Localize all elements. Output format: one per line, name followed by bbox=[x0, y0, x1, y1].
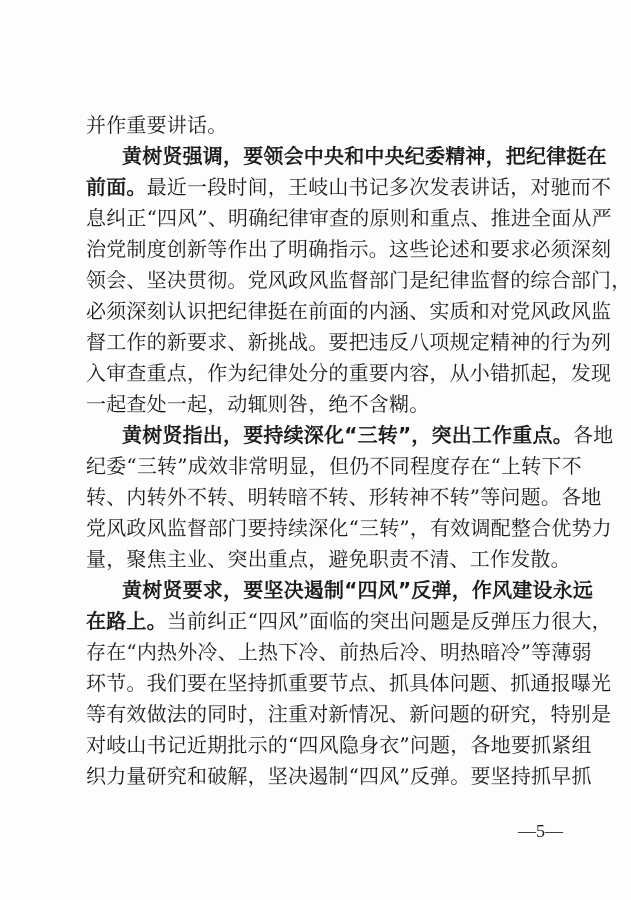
line-text: 入审查重点，作为纪律处分的重要内容，从小错抓起，发现 bbox=[86, 361, 612, 385]
text-line bbox=[86, 482, 602, 513]
text-line bbox=[86, 451, 582, 482]
bold-lead-text: 在路上。 bbox=[86, 609, 167, 633]
line-text: 织力量研究和破解，坚决遏制“四风”反弹。要坚持抓早抓 bbox=[86, 764, 592, 788]
line-text: 等有效做法的同时，注重对新情况、新问题的研究，特别是 bbox=[86, 702, 612, 726]
line-text: 领会、坚决贯彻。党风政风监督部门是纪律监督的综合部门， bbox=[86, 268, 631, 292]
line-text: 必须深刻认识把纪律挺在前面的内涵、实质和对党风政风监 bbox=[86, 299, 612, 323]
line-text: 对岐山书记近期批示的“四风隐身衣”问题，各地要抓紧组 bbox=[86, 733, 592, 757]
line-text: 当前纠正“四风”面临的突出问题是反弹压力很大， bbox=[166, 609, 612, 633]
text-line bbox=[86, 296, 612, 327]
text-line bbox=[86, 420, 614, 451]
text-line bbox=[86, 668, 612, 699]
text-line bbox=[86, 265, 631, 296]
text-line bbox=[86, 141, 607, 172]
text-line bbox=[86, 234, 612, 265]
line-text: 一起查处一起，动辄则咎，绝不含糊。 bbox=[86, 392, 430, 416]
line-text: 党风政风监督部门要持续深化“三转”，有效调配整合优势力 bbox=[86, 516, 612, 540]
line-text: 并作重要讲话。 bbox=[86, 113, 228, 137]
text-line bbox=[86, 327, 612, 358]
line-text: 最近一段时间，王岐山书记多次发表讲话，对驰而不 bbox=[146, 175, 612, 199]
text-line bbox=[86, 172, 612, 203]
line-text: 环节。我们要在坚持抓重要节点、抓具体问题、抓通报曝光 bbox=[86, 671, 612, 695]
text-line bbox=[86, 513, 612, 544]
line-text: 治党制度创新等作出了明确指示。这些论述和要求必须深刻 bbox=[86, 237, 612, 261]
paragraph bbox=[86, 420, 614, 575]
text-line bbox=[86, 761, 592, 792]
paragraph bbox=[86, 141, 631, 420]
document-body bbox=[86, 110, 631, 792]
text-line bbox=[86, 637, 592, 668]
line-text: 纪委“三转”成效非常明显，但仍不同程度存在“上转下不 bbox=[86, 454, 582, 478]
line-text: 息纠正“四风”、明确纪律审查的原则和重点、推进全面从严 bbox=[86, 206, 612, 230]
paragraph bbox=[86, 110, 570, 141]
text-line bbox=[86, 699, 612, 730]
text-line bbox=[86, 203, 612, 234]
text-line bbox=[86, 606, 612, 637]
line-text: 各地 bbox=[572, 423, 614, 447]
text-line bbox=[86, 730, 592, 761]
paragraph bbox=[86, 575, 612, 792]
text-line bbox=[86, 358, 612, 389]
line-text: 督工作的新要求、新挑战。要把违反八项规定精神的行为列 bbox=[86, 330, 612, 354]
text-line bbox=[86, 110, 570, 141]
bold-lead-text: 黄树贤指出，要持续深化“三转”，突出工作重点。 bbox=[122, 423, 573, 447]
bold-lead-text: 前面。 bbox=[86, 175, 147, 199]
line-text: 转、内转外不转、明转暗不转、形转神不转”等问题。各地 bbox=[86, 485, 602, 509]
line-text: 量，聚焦主业、突出重点，避免职责不清、工作发散。 bbox=[86, 547, 571, 571]
bold-lead-text: 黄树贤要求，要坚决遏制“四风”反弹，作风建设永远 bbox=[122, 578, 594, 602]
text-line bbox=[86, 389, 570, 420]
text-line bbox=[86, 575, 594, 606]
line-text: 存在“内热外冷、上热下冷、前热后冷、明热暗冷”等薄弱 bbox=[86, 640, 592, 664]
text-line bbox=[86, 544, 570, 575]
bold-lead-text: 黄树贤强调，要领会中央和中央纪委精神，把纪律挺在 bbox=[122, 144, 607, 168]
page-number: —5— bbox=[518, 821, 563, 841]
